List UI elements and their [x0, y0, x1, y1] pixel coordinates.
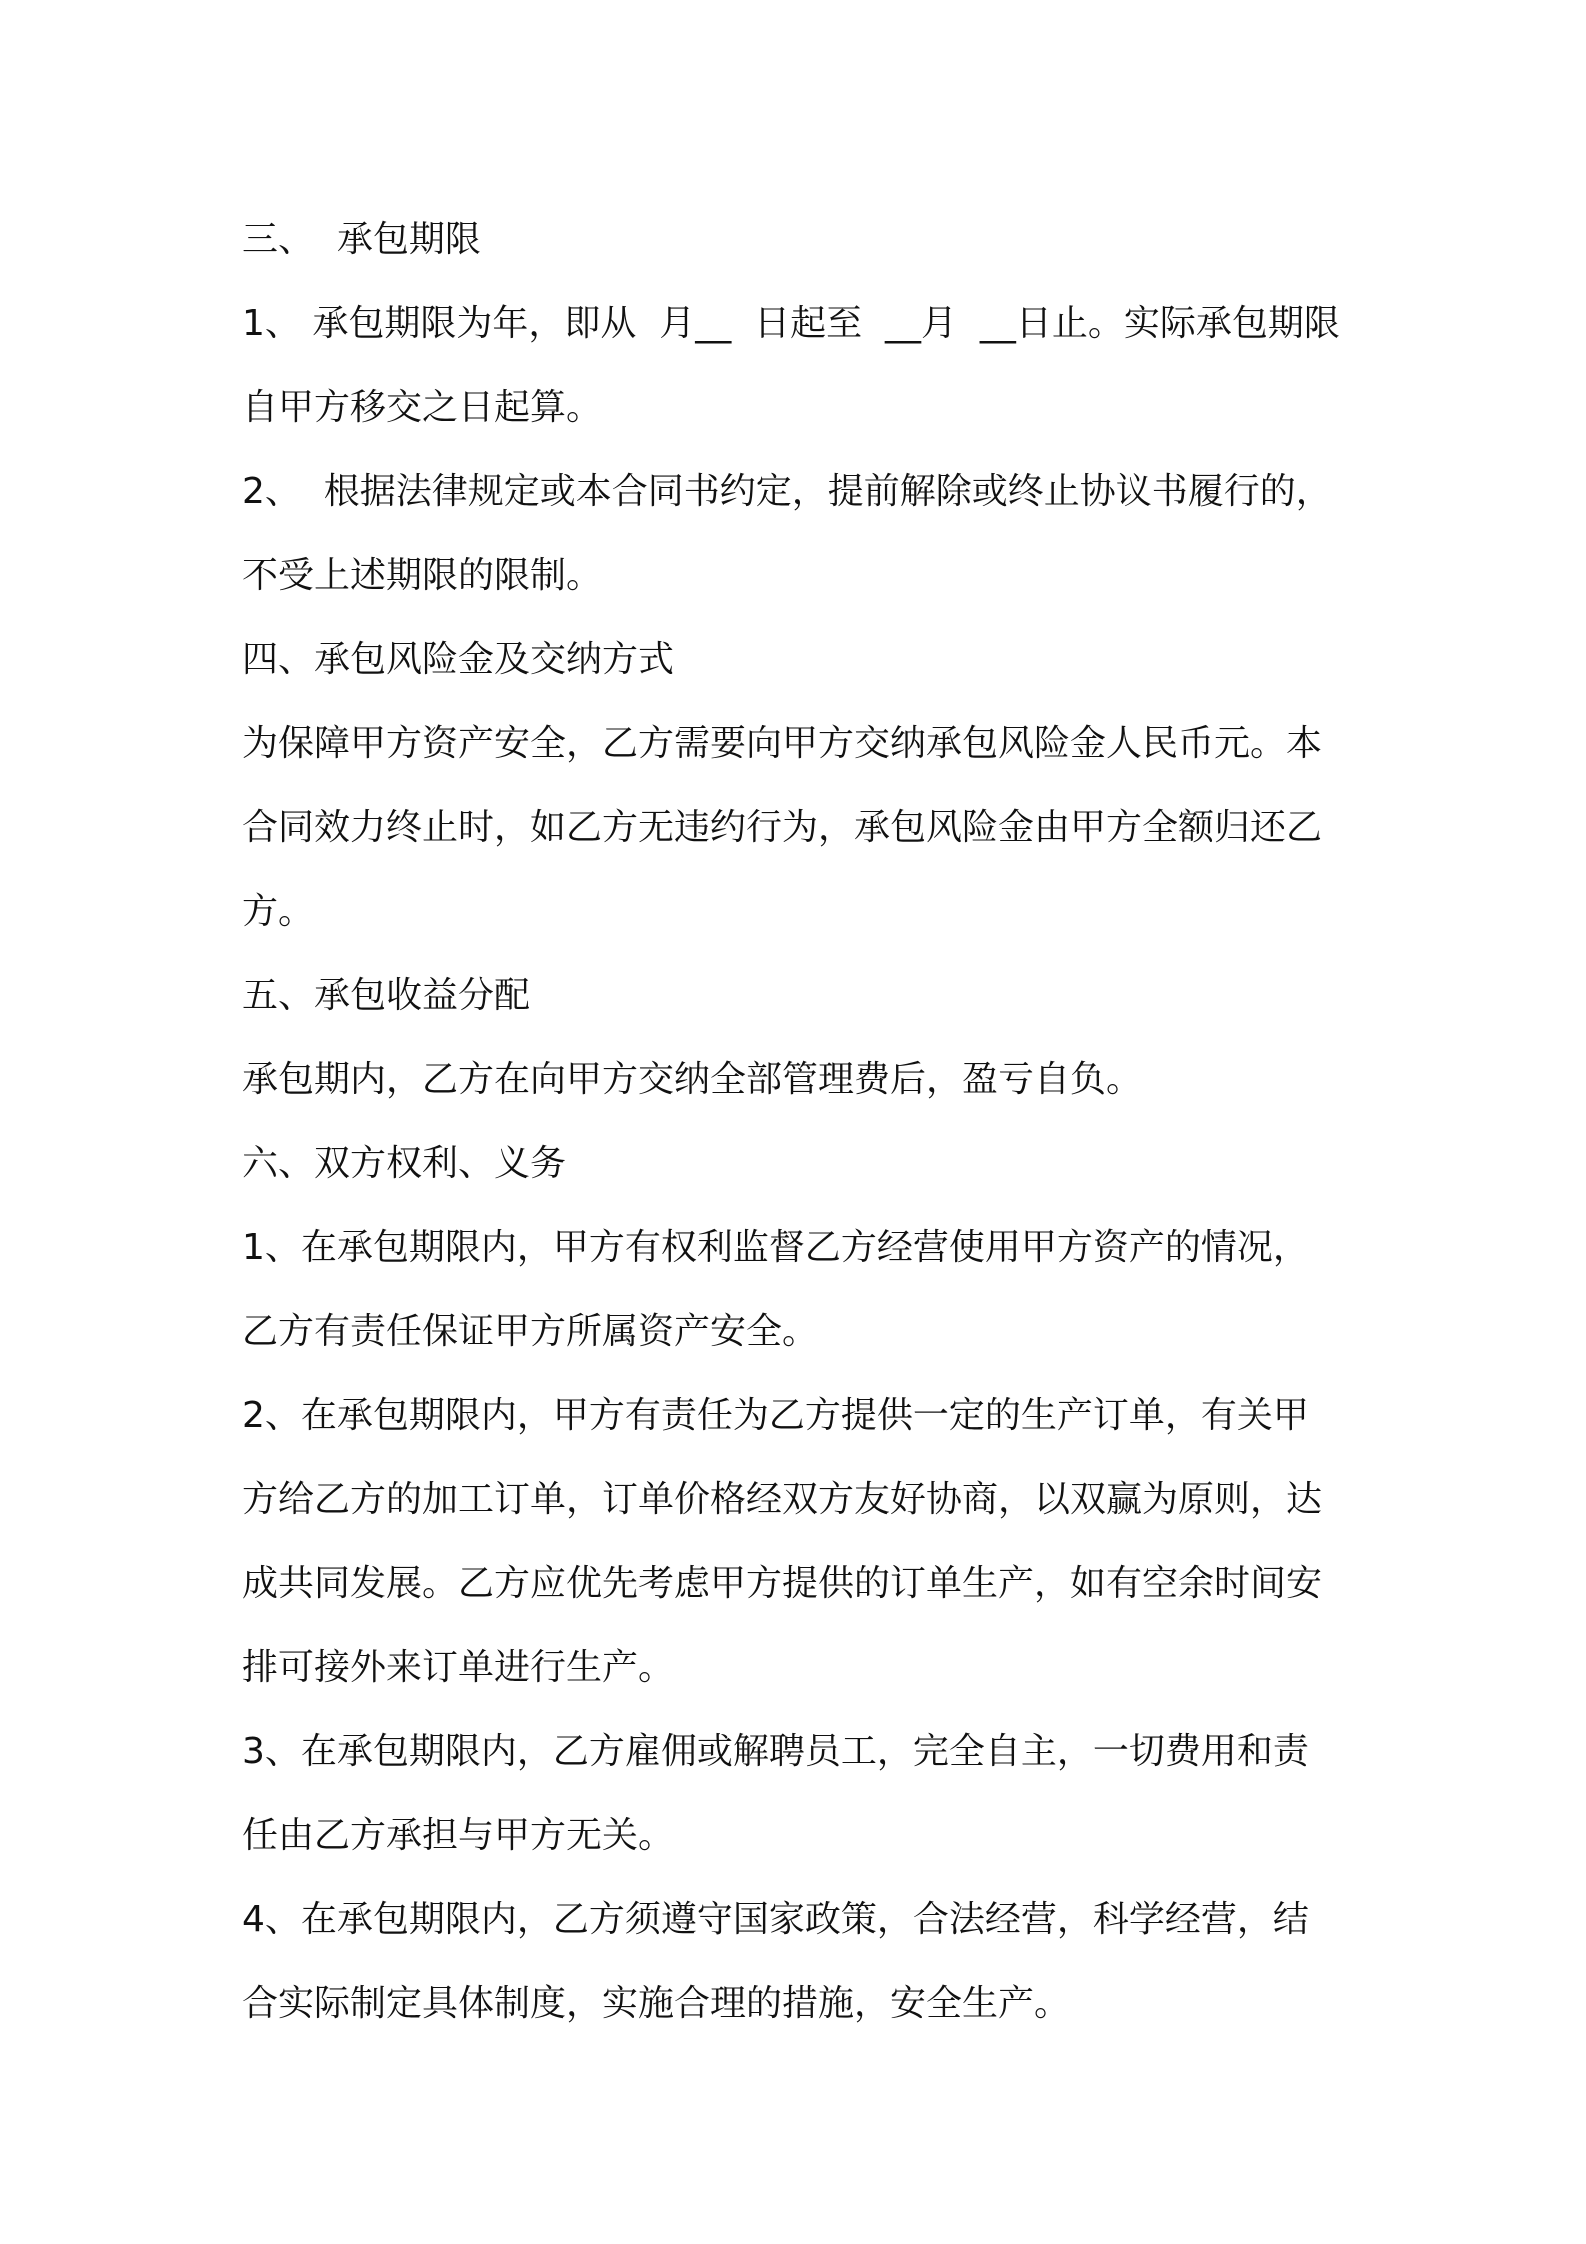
paragraph-line: 承包期内，乙方在向甲方交纳全部管理费后，盈亏自负。	[242, 1059, 1143, 1100]
document-body	[242, 198, 1357, 2046]
paragraph-line: 不受上述期限的限制。	[242, 555, 603, 596]
paragraph-line: 排可接外来订单进行生产。	[242, 1647, 675, 1688]
paragraph-line: 乙方有责任保证甲方所属资产安全。	[242, 1311, 819, 1352]
section-heading-deposit: 四、承包风险金及交纳方式	[242, 639, 675, 680]
section-heading-term: 三、 承包期限	[242, 219, 481, 260]
paragraph-line: 3、在承包期限内，乙方雇佣或解聘员工，完全自主，一切费用和责	[242, 1731, 1309, 1772]
paragraph-line: 自甲方移交之日起算。	[242, 387, 603, 428]
paragraph-line: 任由乙方承担与甲方无关。	[242, 1815, 675, 1856]
paragraph-line: 1、在承包期限内，甲方有权利监督乙方经营使用甲方资产的情况，	[242, 1227, 1309, 1268]
section-heading-income: 五、承包收益分配	[242, 975, 531, 1016]
section-heading-rights: 六、双方权利、义务	[242, 1143, 567, 1184]
paragraph-line: 成共同发展。乙方应优先考虑甲方提供的订单生产，如有空余时间安	[242, 1563, 1323, 1604]
paragraph-line: 1、 承包期限为年，即从 月__ 日起至 __月 __日止。实际承包期限	[242, 303, 1340, 344]
paragraph-line: 合同效力终止时，如乙方无违约行为，承包风险金由甲方全额归还乙	[242, 807, 1323, 848]
paragraph-line: 方给乙方的加工订单，订单价格经双方友好协商，以双赢为原则，达	[242, 1479, 1323, 1520]
paragraph-line: 2、在承包期限内，甲方有责任为乙方提供一定的生产订单，有关甲	[242, 1395, 1309, 1436]
paragraph-line: 方。	[242, 891, 315, 932]
paragraph-line: 4、在承包期限内，乙方须遵守国家政策，合法经营，科学经营，结	[242, 1899, 1309, 1940]
paragraph-line: 合实际制定具体制度，实施合理的措施，安全生产。	[242, 1983, 1071, 2024]
paragraph-line: 为保障甲方资产安全，乙方需要向甲方交纳承包风险金人民币元。本	[242, 723, 1323, 764]
paragraph-line: 2、 根据法律规定或本合同书约定，提前解除或终止协议书履行的，	[242, 471, 1332, 512]
